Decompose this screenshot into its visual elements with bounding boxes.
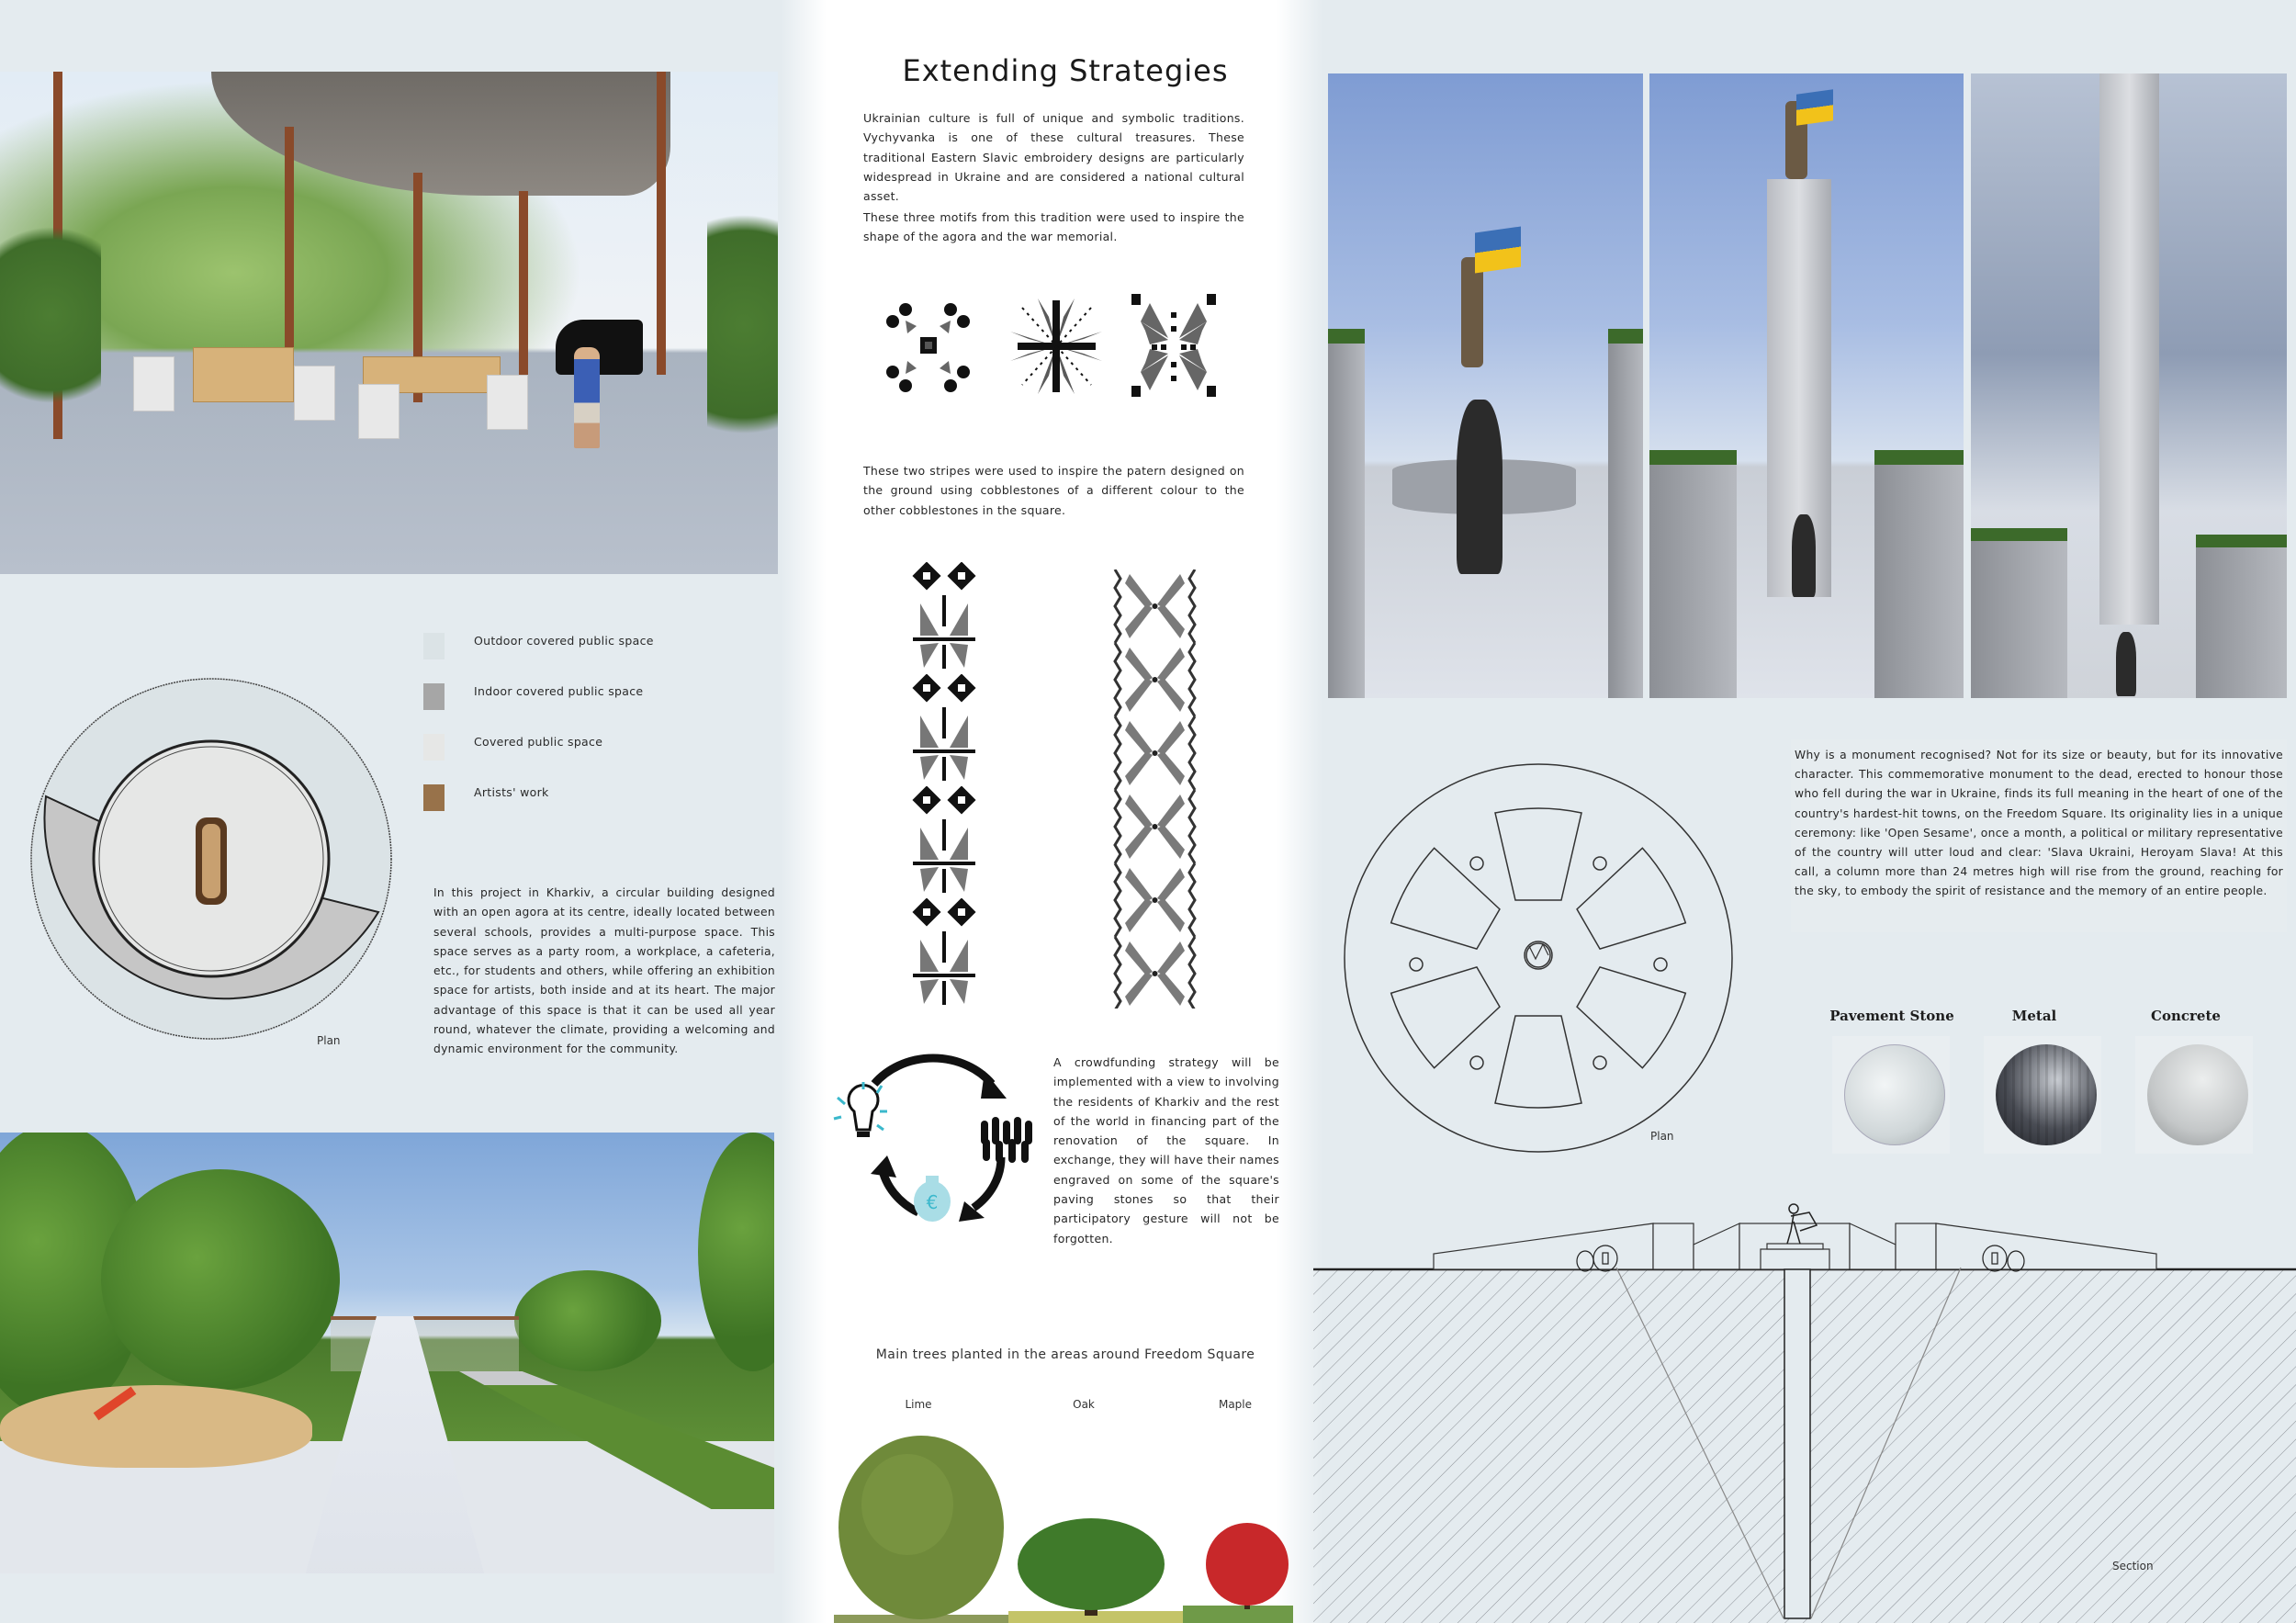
legend-swatch-outdoor <box>423 633 445 659</box>
render-table <box>193 347 294 402</box>
render-column <box>519 191 528 384</box>
render-column <box>657 72 666 375</box>
motifs-paragraph: These three motifs from this tradition were used to inspire the shape of the agora and the war memorial. <box>863 210 1244 244</box>
legend-label-artists: Artists' work <box>474 785 549 799</box>
left-plan-label: Plan <box>317 1034 341 1047</box>
render-tree <box>698 1133 774 1371</box>
tree-images <box>834 1431 1293 1623</box>
child-figure <box>574 347 600 448</box>
page-title: Extending Strategies <box>902 53 1229 88</box>
legend-swatch-artists <box>423 784 445 811</box>
render-wall <box>1608 340 1643 698</box>
render-wall <box>1328 340 1365 698</box>
trees-heading: Main trees planted in the areas around Freedom Square <box>875 1347 1255 1362</box>
render-chair <box>358 384 400 439</box>
potted-plant <box>0 200 101 430</box>
render-grass <box>1971 528 2067 541</box>
money-bag-icon <box>914 1176 951 1222</box>
render-wall <box>1649 459 1737 698</box>
potted-plant <box>707 173 778 476</box>
rising-column <box>2099 73 2159 625</box>
render-grass <box>1328 329 1365 344</box>
saluting-figure <box>1457 400 1503 574</box>
soldier-statue <box>1461 257 1483 367</box>
lightbulb-icon <box>834 1082 887 1137</box>
memorial-render-2 <box>1649 73 1964 698</box>
svg-text:€: € <box>926 1191 939 1213</box>
tree-label-oak: Oak <box>1073 1398 1095 1411</box>
embroidery-motif-3 <box>1131 294 1216 400</box>
concrete-sphere <box>2147 1044 2248 1145</box>
monument-description: Why is a monument recognised? Not for its size or beauty, but for its innovative character. This commemorative monument to the dead, erected to honour those who fell during the war in Ukraine, finds its full meaning in the heart of one of the country's hardest-hit towns, on the Freedom Square. Its originality lies in a unique ceremony: like 'Open Sesame', once a month, a political or military representative of the country will utter loud and clear: 'Slava Ukraini, Heroyam Slava! At this call, a column more than 24 metres high will rise from the ground, reaching for the sky, to embody the spirit of resistance and the memory of an entire people. <box>1795 749 2283 898</box>
legend-label-outdoor: Outdoor covered public space <box>474 634 654 648</box>
memorial-plan-label: Plan <box>1650 1130 1674 1143</box>
render-grass <box>1649 450 1737 465</box>
stripes-paragraph: These two stripes were used to inspire the patern designed on the ground using cobblestones of a different colour to the other cobblestones in the square. <box>863 464 1244 517</box>
metal-sphere <box>1996 1044 2097 1145</box>
agora-interior-render <box>0 72 778 574</box>
render-wall <box>1874 459 1964 698</box>
tree-label-lime: Lime <box>905 1398 932 1411</box>
intro-paragraph: Ukrainian culture is full of unique and symbolic traditions. Vychyvanka is one of these cultural treasures. These traditional Eastern Slavic embroidery designs are particularly widespread in Ukraine and are considered a national cultural asset. <box>863 111 1244 204</box>
render-wall <box>2196 544 2287 698</box>
agora-plan-drawing <box>28 675 395 1043</box>
legend-swatch-indoor <box>423 683 445 710</box>
ukraine-flag <box>1475 226 1521 273</box>
legend-label-indoor: Indoor covered public space <box>474 684 644 698</box>
material-label-pavement-stone: Pavement Stone <box>1829 1008 1954 1024</box>
render-chair <box>133 356 174 411</box>
render-chair <box>294 366 335 421</box>
render-tree <box>101 1169 340 1390</box>
embroidery-stripe-2 <box>1111 569 1199 1009</box>
memorial-plan-drawing <box>1341 762 1736 1157</box>
section-label: Section <box>2112 1560 2154 1572</box>
artists-work <box>196 817 227 905</box>
legend-swatch-covered <box>423 734 445 761</box>
render-grass <box>1608 329 1643 344</box>
material-label-metal: Metal <box>2011 1008 2057 1024</box>
tree-label-maple: Maple <box>1218 1398 1253 1411</box>
legend-label-covered: Covered public space <box>474 735 603 749</box>
planter <box>459 1371 774 1509</box>
memorial-render-3 <box>1971 73 2287 698</box>
material-label-concrete: Concrete <box>2151 1008 2221 1024</box>
embroidery-motif-2 <box>1008 289 1105 404</box>
saluting-figure <box>2116 632 2136 696</box>
saluting-figure <box>1792 514 1816 597</box>
lime-tree <box>838 1436 1004 1619</box>
memorial-render-1 <box>1328 73 1643 698</box>
render-grass <box>1874 450 1964 465</box>
ukraine-flag <box>1796 89 1833 126</box>
pavement-stone-sphere <box>1844 1044 1945 1145</box>
crowd-icon <box>981 1117 1032 1163</box>
agora-description: In this project in Kharkiv, a circular building designed with an open agora at its centre, ideally located between several schools, provides a multi-purpose space. This space serves as a party room, a workplace, a cafeteria, etc., for students and others, while offering an exhibition space for artists, both inside and at its heart. The major advantage of this space is that it can be used all year round, whatever the climate, providing a welcoming and dynamic environment for the community. <box>433 886 775 1056</box>
oak-tree <box>1018 1518 1165 1616</box>
crowdfunding-cycle-diagram <box>827 1047 1038 1231</box>
crowdfunding-paragraph: A crowdfunding strategy will be implemented with a view to involving the residents of Kharkiv and the rest of the world in financing part of the renovation of the square. In exchange, they will have their names engraved on some of the square's paving stones so that their participatory gesture will not be forgotten. <box>1053 1055 1279 1245</box>
embroidery-motif-1 <box>880 289 976 404</box>
embroidery-stripe-1 <box>911 562 977 1010</box>
render-wall <box>1971 537 2067 698</box>
park-render <box>0 1133 774 1573</box>
playground <box>0 1385 312 1468</box>
maple-tree <box>1206 1523 1289 1609</box>
render-chair <box>487 375 528 430</box>
render-tree <box>514 1270 661 1371</box>
render-grass <box>2196 535 2287 547</box>
render-ceiling <box>211 72 670 196</box>
